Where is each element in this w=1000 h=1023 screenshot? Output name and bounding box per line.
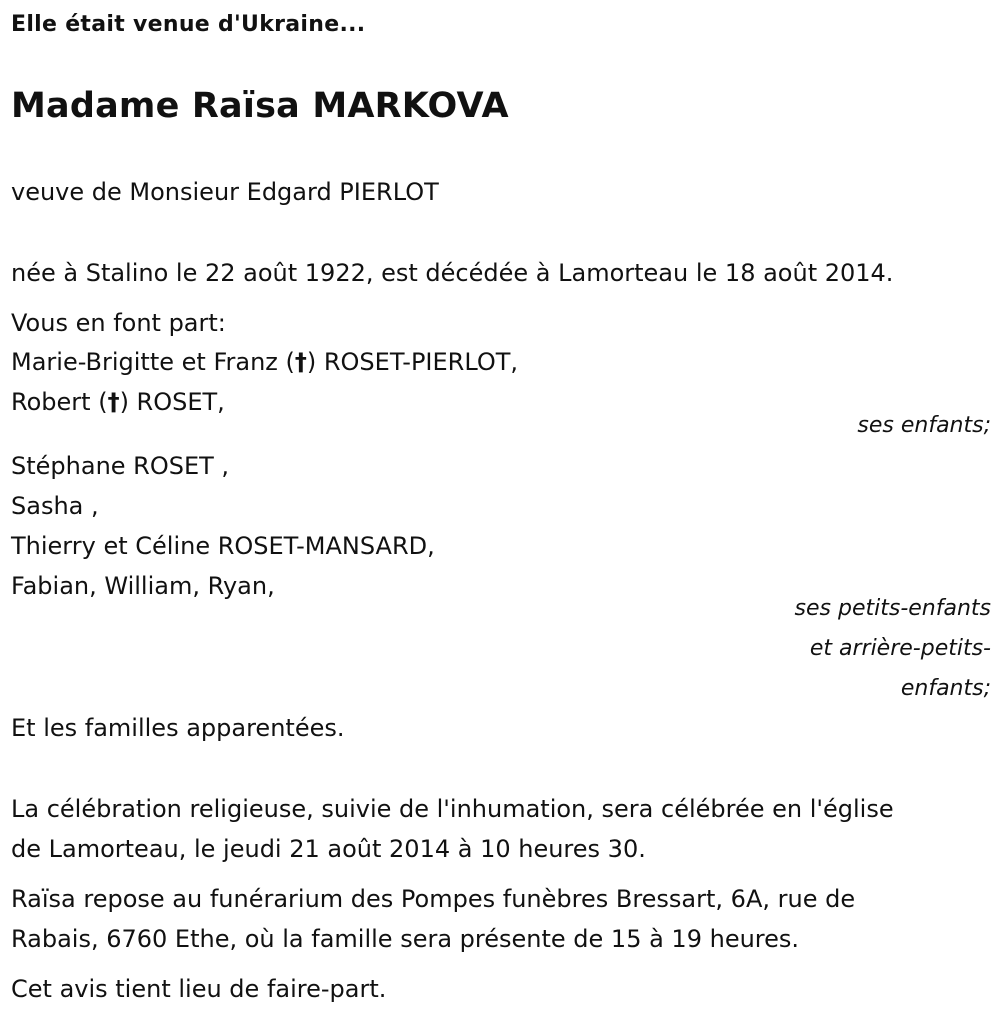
rest-line: Raïsa repose au funérarium des Pompes funèbres Bressart, 6A, rue de [11, 885, 856, 913]
child-line [11, 388, 225, 416]
child-line [11, 348, 518, 376]
ceremony-line: de Lamorteau, le jeudi 21 août 2014 à 10 heures 30. [11, 835, 646, 863]
child-name-part: Robert ( [11, 388, 108, 416]
grandchildren-label: enfants; [900, 676, 991, 701]
child-name-part: ) ROSET, [119, 388, 225, 416]
rest-line: Rabais, 6760 Ethe, où la famille sera présente de 15 à 19 heures. [11, 925, 800, 953]
ceremony-line: La célébration religieuse, suivie de l'inhumation, sera célébrée en l'église [11, 795, 894, 823]
grandchild-line: Stéphane ROSET , [11, 452, 230, 480]
families-line: Et les familles apparentées. [11, 714, 345, 742]
closing-line: Cet avis tient lieu de faire-part. [11, 975, 387, 1003]
child-name-part: ) ROSET-PIERLOT, [306, 348, 519, 376]
grandchildren-label: ses petits-enfants [794, 596, 991, 621]
birth-death-line: née à Stalino le 22 août 1922, est décédée à Lamorteau le 18 août 2014. [11, 259, 894, 287]
grandchildren-label: et arrière-petits- [809, 636, 991, 661]
cross-icon: † [107, 388, 120, 416]
grandchild-line: Sasha , [11, 492, 99, 520]
child-name-part: Marie-Brigitte et Franz ( [11, 348, 295, 376]
children-label: ses enfants; [857, 413, 991, 438]
intro-heading: Elle était venue d'Ukraine... [11, 12, 366, 37]
announce-line: Vous en font part: [11, 309, 226, 337]
deceased-name: Madame Raïsa MARKOVA [11, 86, 509, 126]
widow-of-line: veuve de Monsieur Edgard PIERLOT [11, 178, 439, 206]
grandchild-line: Fabian, William, Ryan, [11, 572, 275, 600]
cross-icon: † [294, 348, 307, 376]
grandchild-line: Thierry et Céline ROSET-MANSARD, [11, 532, 435, 560]
